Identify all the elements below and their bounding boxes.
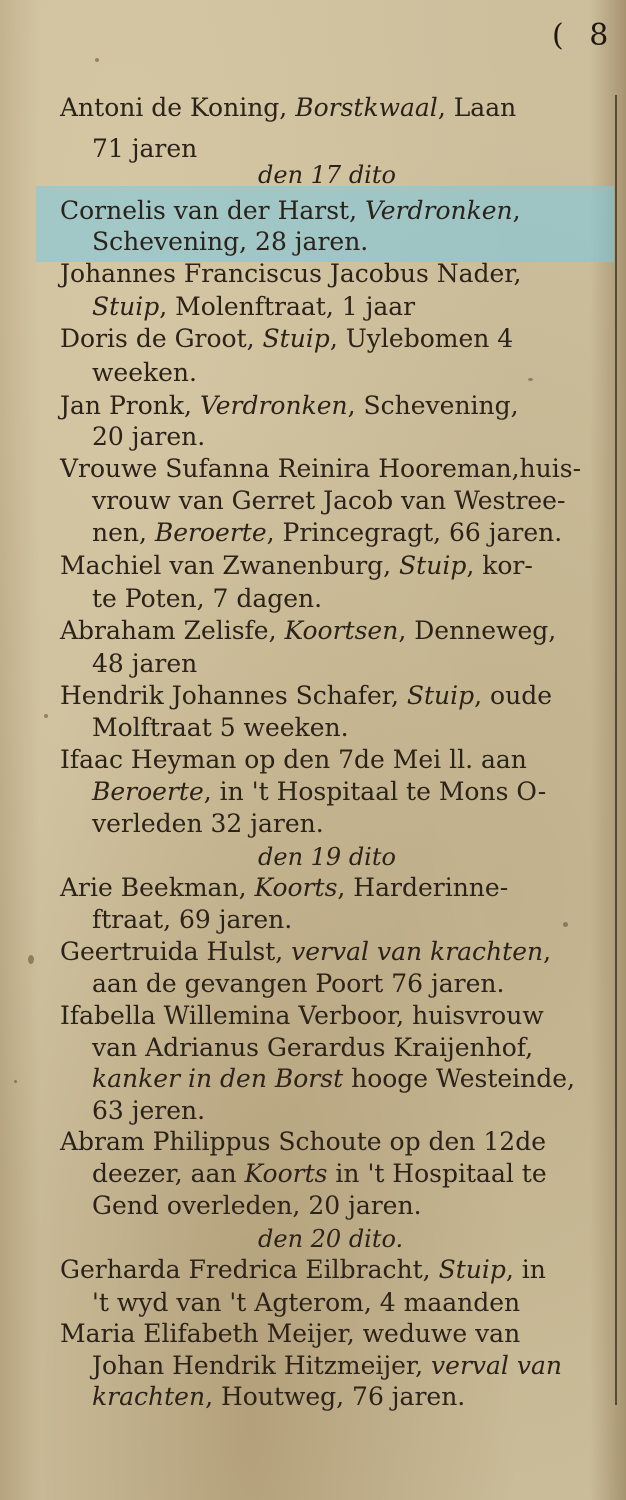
text-run: verleden 32 jaren. (92, 809, 324, 838)
italic-term: Stuip (399, 551, 467, 580)
italic-term: den 20 dito. (258, 1225, 404, 1253)
text-line (92, 712, 349, 743)
text-run: Geertruida Hulst, (60, 937, 292, 966)
text-run: van Adrianus Gerardus Kraijenhof, (92, 1033, 534, 1062)
text-line (92, 904, 292, 935)
text-line (92, 1063, 575, 1094)
text-run: , in 't Hospitaal te Mons O- (203, 777, 547, 806)
text-run: Ifaac Heyman op den 7de Mei ll. aan (60, 745, 527, 774)
text-line (60, 1254, 546, 1285)
text-run: 63 jeren. (92, 1096, 206, 1125)
text-run: , Schevening, (347, 391, 519, 420)
margin-rule (615, 95, 617, 1405)
text-line (92, 968, 504, 999)
italic-term: Beroerte (154, 518, 267, 547)
text-line (92, 1381, 465, 1412)
text-line (92, 1095, 205, 1126)
text-run: te Poten, 7 dagen. (92, 584, 323, 613)
text-run: hooge Westeinde, (343, 1064, 576, 1093)
text-run: Molftraat 5 weeken. (92, 713, 349, 742)
page-number: ( 8 (552, 18, 617, 53)
text-line (92, 583, 322, 614)
text-line (92, 517, 562, 548)
text-run: Arie Beekman, (60, 873, 255, 902)
text-line (92, 133, 197, 164)
text-line (92, 291, 415, 322)
text-run: Schevening, 28 jaren. (92, 227, 369, 256)
text-run: , Molenftraat, 1 jaar (159, 292, 416, 321)
text-run: , Houtweg, 76 jaren. (205, 1382, 466, 1411)
text-run: , (543, 937, 552, 966)
text-run: 20 jaren. (92, 422, 206, 451)
text-line (60, 744, 527, 775)
text-line (60, 92, 516, 123)
text-run: in 't Hospitaal te (327, 1159, 547, 1188)
text-run: Antoni de Koning, (60, 93, 296, 122)
text-run: Maria Elifabeth Meijer, weduwe van (60, 1319, 521, 1348)
text-run: , kor- (466, 551, 533, 580)
text-line (60, 1126, 546, 1157)
text-run: Machiel van Zwanenburg, (60, 551, 400, 580)
text-line (60, 453, 581, 484)
text-run: , Laan (437, 93, 517, 122)
text-line (60, 258, 521, 289)
text-line (92, 776, 546, 807)
text-run: Doris de Groot, (60, 324, 263, 353)
italic-term: den 19 dito (258, 843, 396, 871)
text-line (60, 615, 556, 646)
text-run: Johannes Franciscus Jacobus Nader, (60, 259, 522, 288)
text-run: , Princegragt, 66 jaren. (266, 518, 563, 547)
text-line (60, 1318, 520, 1349)
text-run: Abram Philippus Schoute op den 12de (60, 1127, 546, 1156)
text-line (92, 226, 368, 257)
text-line (258, 1224, 403, 1255)
text-run: , (512, 196, 521, 225)
text-run: , in (505, 1255, 546, 1284)
italic-term: verval van (431, 1351, 563, 1380)
italic-term: verval van krachten (291, 937, 544, 966)
text-line (92, 1350, 562, 1381)
italic-term: kanker in den Borst (92, 1064, 344, 1093)
text-line (92, 808, 324, 839)
text-line (258, 842, 396, 873)
italic-term: Koortsen (284, 616, 399, 645)
text-line (92, 1158, 547, 1189)
text-line (258, 160, 396, 191)
text-line (92, 1287, 520, 1318)
text-line (60, 195, 521, 226)
text-run: 't wyd van 't Agterom, 4 maanden (92, 1288, 521, 1317)
text-line (92, 421, 205, 452)
italic-term: Stuip (406, 681, 475, 710)
text-line (92, 1190, 422, 1221)
text-line (60, 323, 513, 354)
text-run: deezer, aan (92, 1159, 245, 1188)
paper-speck (563, 922, 568, 927)
text-run: , Harderinne- (337, 873, 509, 902)
text-line (60, 872, 508, 903)
italic-term: krachten (92, 1382, 206, 1411)
italic-term: Beroerte (92, 777, 204, 806)
text-run: , oude (474, 681, 553, 710)
text-line (60, 550, 533, 581)
text-run: Abraham Zelisfe, (60, 616, 285, 645)
paper-speck (528, 378, 533, 381)
italic-term: Borstkwaal (295, 93, 438, 122)
text-run: weeken. (92, 358, 197, 387)
text-run: Johan Hendrik Hitzmeijer, (92, 1351, 432, 1380)
text-line (92, 1032, 533, 1063)
text-run: nen, (92, 518, 155, 547)
text-run: aan de gevangen Poort 76 jaren. (92, 969, 505, 998)
text-line (92, 485, 565, 516)
paper-speck (14, 1080, 17, 1083)
italic-term: Stuip (438, 1255, 506, 1284)
text-run: , Denneweg, (398, 616, 557, 645)
italic-term: den 17 dito (258, 161, 396, 189)
text-run: Jan Pronk, (60, 391, 200, 420)
text-run: Vrouwe Sufanna Reinira Hooreman,huis- (60, 454, 582, 483)
text-run: Ifabella Willemina Verboor, huisvrouw (60, 1001, 544, 1030)
text-run: Hendrik Johannes Schafer, (60, 681, 407, 710)
text-line (60, 680, 552, 711)
italic-term: Koorts (244, 1159, 328, 1188)
text-run: Cornelis van der Harst, (60, 196, 365, 225)
text-line (92, 648, 197, 679)
italic-term: Verdronken (199, 391, 348, 420)
paper-speck (28, 955, 34, 964)
italic-term: Koorts (254, 873, 338, 902)
text-line (60, 390, 519, 421)
text-line (92, 357, 197, 388)
text-run: Gerharda Fredrica Eilbracht, (60, 1255, 439, 1284)
italic-term: Stuip (262, 324, 330, 353)
italic-term: Stuip (92, 292, 160, 321)
paper-speck (44, 714, 48, 718)
paper-speck (95, 58, 99, 62)
text-run: , Uylebomen 4 (329, 324, 514, 353)
text-run: ftraat, 69 jaren. (92, 905, 293, 934)
text-run: 48 jaren (92, 649, 198, 678)
text-line (60, 936, 551, 967)
text-run: 71 jaren (92, 134, 198, 163)
text-line (60, 1000, 544, 1031)
italic-term: Verdronken (365, 196, 513, 225)
text-run: vrouw van Gerret Jacob van Westree- (92, 486, 566, 515)
text-run: Gend overleden, 20 jaren. (92, 1191, 422, 1220)
